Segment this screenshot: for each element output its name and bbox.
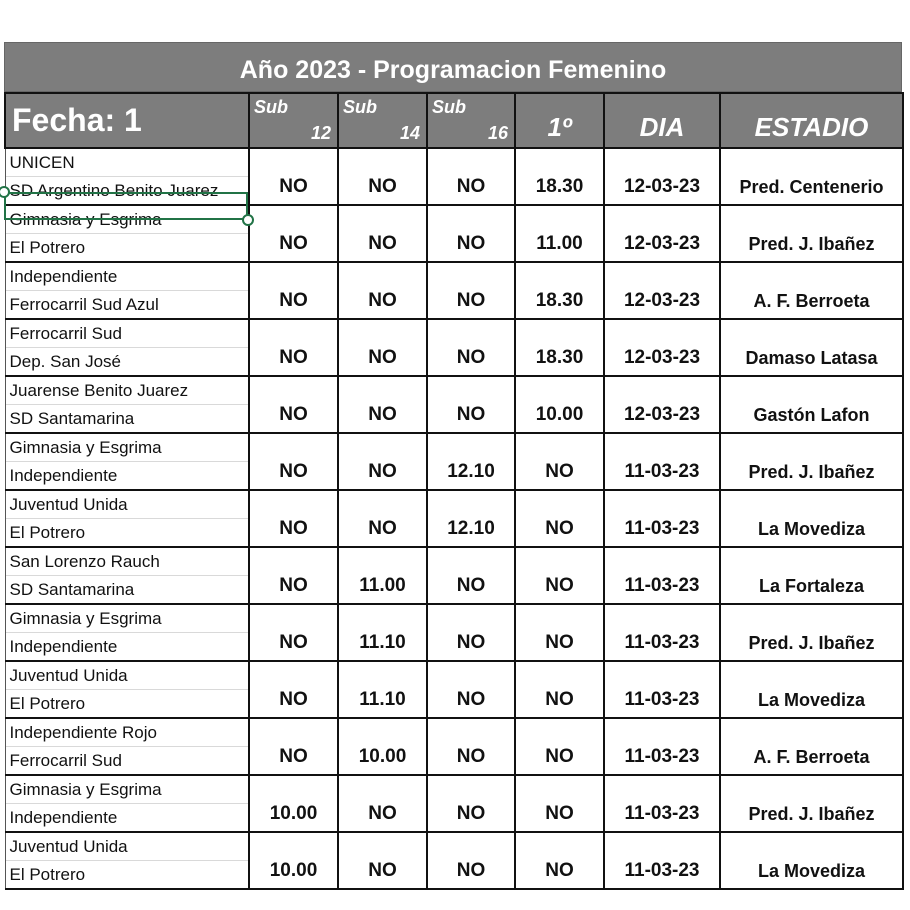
primera-cell[interactable]: NO (515, 490, 604, 547)
sub16-cell[interactable]: NO (427, 718, 515, 775)
away-team[interactable]: Independiente (9, 637, 118, 656)
dia-cell[interactable]: 12-03-23 (604, 376, 720, 433)
away-team[interactable]: El Potrero (9, 865, 86, 884)
sub16-header-top: Sub (432, 97, 466, 117)
sub16-header-bottom: 16 (487, 123, 508, 143)
sub14-cell[interactable]: NO (338, 148, 427, 205)
teams-cell[interactable] (5, 775, 249, 832)
sub14-cell[interactable]: NO (338, 775, 427, 832)
sub16-cell[interactable]: NO (427, 262, 515, 319)
sub12-cell[interactable]: NO (249, 490, 338, 547)
match-row (5, 775, 903, 832)
away-team[interactable]: El Potrero (9, 523, 86, 542)
estadio-cell[interactable]: Gastón Lafon (720, 376, 903, 433)
fecha-header-cell[interactable] (5, 93, 249, 148)
teams-cell[interactable] (5, 433, 249, 490)
estadio-cell[interactable]: Pred. J. Ibañez (720, 205, 903, 262)
estadio-cell[interactable]: A. F. Berroeta (720, 262, 903, 319)
away-team[interactable]: Dep. San José (9, 352, 122, 371)
sub14-cell[interactable]: NO (338, 832, 427, 889)
away-team[interactable]: El Potrero (9, 238, 86, 257)
sub16-cell[interactable]: NO (427, 376, 515, 433)
primera-cell[interactable]: NO (515, 661, 604, 718)
teams-cell[interactable] (5, 547, 249, 604)
sub14-cell[interactable]: 11.10 (338, 604, 427, 661)
fecha-label: Fecha: (12, 102, 116, 138)
home-team[interactable]: Juventud Unida (6, 491, 249, 519)
estadio-cell[interactable]: Pred. J. Ibañez (720, 775, 903, 832)
estadio-cell[interactable]: La Movediza (720, 490, 903, 547)
match-row (5, 547, 903, 604)
sub12-cell[interactable]: NO (249, 376, 338, 433)
sub16-cell[interactable]: 12.10 (427, 433, 515, 490)
primera-cell[interactable]: NO (515, 832, 604, 889)
match-row (5, 148, 903, 205)
match-row (5, 262, 903, 319)
sub12-header-bottom: 12 (310, 123, 331, 143)
sub16-cell[interactable]: NO (427, 775, 515, 832)
sub12-cell[interactable]: 10.00 (249, 832, 338, 889)
sub14-cell[interactable]: 11.00 (338, 547, 427, 604)
sub14-header-cell[interactable] (338, 93, 427, 148)
match-row (5, 433, 903, 490)
estadio-cell[interactable]: Pred. J. Ibañez (720, 433, 903, 490)
sub12-cell[interactable]: NO (249, 262, 338, 319)
sub14-cell[interactable]: 11.10 (338, 661, 427, 718)
spreadsheet (4, 42, 902, 890)
away-team[interactable]: SD Santamarina (9, 409, 135, 428)
home-team[interactable]: Gimnasia y Esgrima (6, 776, 249, 804)
dia-cell[interactable]: 11-03-23 (604, 604, 720, 661)
home-team[interactable]: Independiente Rojo (6, 719, 249, 747)
schedule-table (4, 92, 904, 890)
dia-cell[interactable]: 11-03-23 (604, 832, 720, 889)
sub16-cell[interactable]: NO (427, 661, 515, 718)
home-team[interactable]: Gimnasia y Esgrima (6, 434, 249, 462)
header-row (5, 93, 903, 148)
away-team[interactable]: Independiente (9, 466, 118, 485)
sub12-header-top: Sub (254, 97, 288, 117)
sub16-cell[interactable]: NO (427, 832, 515, 889)
estadio-cell[interactable]: La Movediza (720, 661, 903, 718)
primera-cell[interactable]: 10.00 (515, 376, 604, 433)
sub14-cell[interactable]: NO (338, 319, 427, 376)
primera-cell[interactable]: 18.30 (515, 262, 604, 319)
away-team[interactable]: Ferrocarril Sud Azul (9, 295, 159, 314)
home-team[interactable]: Gimnasia y Esgrima (6, 206, 249, 234)
away-team[interactable]: Independiente (9, 808, 118, 827)
teams-cell[interactable] (5, 376, 249, 433)
dia-cell[interactable]: 12-03-23 (604, 319, 720, 376)
teams-cell[interactable] (5, 832, 249, 889)
home-team[interactable]: Juarense Benito Juarez (6, 377, 249, 405)
away-team[interactable]: Ferrocarril Sud (9, 751, 122, 770)
primera-cell[interactable]: 18.30 (515, 319, 604, 376)
home-team[interactable]: Gimnasia y Esgrima (6, 605, 249, 633)
primera-cell[interactable]: 11.00 (515, 205, 604, 262)
dia-cell[interactable]: 11-03-23 (604, 718, 720, 775)
match-row (5, 832, 903, 889)
estadio-cell[interactable]: La Fortaleza (720, 547, 903, 604)
home-team[interactable]: UNICEN (6, 149, 249, 177)
primera-cell[interactable]: NO (515, 433, 604, 490)
primera-header-cell[interactable]: 1º (515, 93, 604, 148)
estadio-cell[interactable]: Pred. J. Ibañez (720, 604, 903, 661)
sub16-cell[interactable]: NO (427, 205, 515, 262)
sub16-header-cell[interactable] (427, 93, 515, 148)
primera-cell[interactable]: 18.30 (515, 148, 604, 205)
home-team[interactable]: San Lorenzo Rauch (6, 548, 249, 576)
away-team[interactable]: SD Santamarina (9, 580, 135, 599)
dia-cell[interactable]: 11-03-23 (604, 775, 720, 832)
match-row (5, 604, 903, 661)
sub12-cell[interactable]: NO (249, 661, 338, 718)
dia-cell[interactable]: 11-03-23 (604, 547, 720, 604)
home-team[interactable]: Independiente (6, 263, 249, 291)
sub16-cell[interactable]: NO (427, 319, 515, 376)
dia-cell[interactable]: 12-03-23 (604, 148, 720, 205)
primera-cell[interactable]: NO (515, 547, 604, 604)
home-team[interactable]: Juventud Unida (6, 662, 249, 690)
match-row (5, 661, 903, 718)
sub12-cell[interactable]: NO (249, 433, 338, 490)
primera-cell[interactable]: NO (515, 775, 604, 832)
sub12-cell[interactable]: NO (249, 148, 338, 205)
away-team[interactable]: SD Argentino Benito Juarez (9, 181, 219, 200)
dia-cell[interactable]: 11-03-23 (604, 661, 720, 718)
match-row (5, 718, 903, 775)
sub12-cell[interactable]: NO (249, 604, 338, 661)
sub14-cell[interactable]: NO (338, 262, 427, 319)
teams-cell[interactable] (5, 490, 249, 547)
match-row (5, 376, 903, 433)
estadio-cell[interactable]: La Movediza (720, 832, 903, 889)
match-row (5, 490, 903, 547)
dia-cell[interactable]: 11-03-23 (604, 433, 720, 490)
teams-cell[interactable] (5, 148, 249, 205)
schedule-rows (5, 148, 903, 889)
teams-cell[interactable] (5, 718, 249, 775)
dia-cell[interactable]: 12-03-23 (604, 205, 720, 262)
sub16-cell[interactable]: 12.10 (427, 490, 515, 547)
sub14-cell[interactable]: NO (338, 205, 427, 262)
sub12-cell[interactable]: NO (249, 319, 338, 376)
teams-cell[interactable] (5, 661, 249, 718)
sub14-cell[interactable]: NO (338, 433, 427, 490)
match-row (5, 205, 903, 262)
sub16-cell[interactable]: NO (427, 148, 515, 205)
primera-cell[interactable]: NO (515, 718, 604, 775)
sub16-cell[interactable]: NO (427, 547, 515, 604)
teams-cell[interactable] (5, 319, 249, 376)
sub14-header-top: Sub (343, 97, 377, 117)
sub14-cell[interactable]: NO (338, 376, 427, 433)
sheet-title[interactable]: Año 2023 - Programacion Femenino (4, 42, 902, 92)
dia-cell[interactable]: 12-03-23 (604, 262, 720, 319)
sub12-cell[interactable]: NO (249, 547, 338, 604)
sub14-cell[interactable]: NO (338, 490, 427, 547)
estadio-cell[interactable]: Pred. Centenerio (720, 148, 903, 205)
sub14-cell[interactable]: 10.00 (338, 718, 427, 775)
sub12-cell[interactable]: NO (249, 718, 338, 775)
sub14-header-bottom: 14 (399, 123, 420, 143)
home-team[interactable]: Juventud Unida (6, 833, 249, 861)
estadio-cell[interactable]: Damaso Latasa (720, 319, 903, 376)
away-team[interactable]: El Potrero (9, 694, 86, 713)
teams-cell[interactable] (5, 205, 249, 262)
sub12-cell[interactable]: 10.00 (249, 775, 338, 832)
teams-cell[interactable] (5, 262, 249, 319)
home-team[interactable]: Ferrocarril Sud (6, 320, 249, 348)
match-row (5, 319, 903, 376)
estadio-header-cell[interactable]: ESTADIO (720, 93, 903, 148)
sub12-header-cell[interactable] (249, 93, 338, 148)
teams-cell[interactable] (5, 604, 249, 661)
sub16-cell[interactable]: NO (427, 604, 515, 661)
dia-header-cell[interactable]: DIA (604, 93, 720, 148)
estadio-cell[interactable]: A. F. Berroeta (720, 718, 903, 775)
dia-cell[interactable]: 11-03-23 (604, 490, 720, 547)
fecha-number: 1 (124, 102, 142, 138)
primera-cell[interactable]: NO (515, 604, 604, 661)
sub12-cell[interactable]: NO (249, 205, 338, 262)
